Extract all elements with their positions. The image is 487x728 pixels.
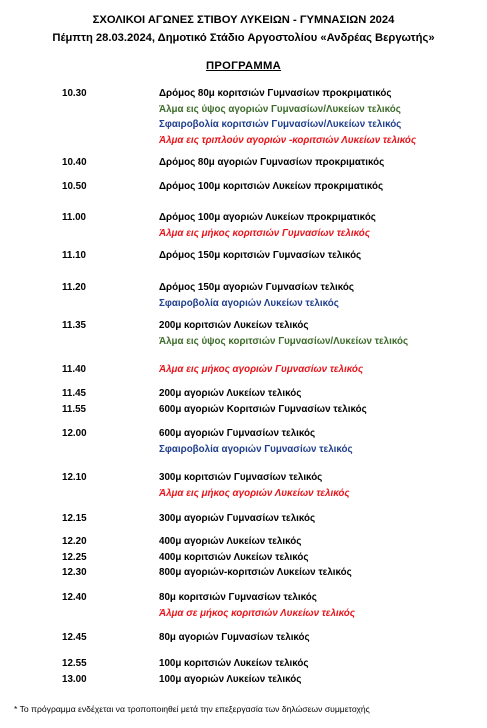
schedule-line <box>0 155 487 171</box>
schedule-line <box>0 318 487 334</box>
event-time: 10.30 <box>62 88 87 99</box>
event-name: Σφαιροβολία αγοριών Λυκείων τελικός <box>159 297 339 309</box>
schedule-line <box>0 565 487 581</box>
schedule-line <box>0 248 487 264</box>
event-name: 200μ κοριτσιών Λυκείων τελικός <box>159 320 309 331</box>
schedule-block <box>0 534 487 581</box>
event-time: 10.40 <box>62 157 87 168</box>
schedule-block <box>0 386 487 417</box>
event-name: 300μ αγοριών Γυμνασίων τελικός <box>159 513 316 524</box>
schedule-line <box>0 442 487 458</box>
schedule-line <box>0 550 487 566</box>
schedule-line <box>0 656 487 672</box>
event-name: Δρόμος 100μ κοριτσιών Λυκείων προκριματικός <box>159 181 384 192</box>
schedule-block <box>0 630 487 646</box>
schedule-line <box>0 226 487 242</box>
schedule-block <box>0 86 487 148</box>
document-title: ΣΧΟΛΙΚΟΙ ΑΓΩΝΕΣ ΣΤΙΒΟΥ ΛΥΚΕΙΩΝ - ΓΥΜΝΑΣΙΩΝ 2024 <box>92 14 395 26</box>
schedule-block <box>0 280 487 311</box>
schedule-line <box>0 606 487 622</box>
schedule-line <box>0 362 487 378</box>
schedule-line <box>0 179 487 195</box>
event-time: 12.55 <box>62 658 87 669</box>
event-name: Σφαιροβολία κοριτσιών Γυμνασίων/Λυκείων τελικός <box>159 119 402 130</box>
event-name: Άλμα σε μήκος κοριτσιών Λυκείων τελικός <box>159 607 355 619</box>
event-time: 13.00 <box>62 673 87 685</box>
event-time: 10.50 <box>62 181 87 192</box>
event-time: 11.35 <box>62 320 86 331</box>
schedule-line <box>0 426 487 442</box>
schedule-block <box>0 656 487 687</box>
event-name: Άλμα εις ύψος αγοριών Γυμνασίων/Λυκείων τελικός <box>159 103 401 115</box>
event-time: 12.45 <box>62 632 87 643</box>
schedule-block <box>0 248 487 264</box>
event-time: 12.30 <box>62 567 87 578</box>
schedule-line <box>0 630 487 646</box>
schedule-line <box>0 86 487 102</box>
event-time: 11.55 <box>62 403 86 415</box>
schedule-line <box>0 486 487 502</box>
schedule-line <box>0 590 487 606</box>
event-name: Δρόμος 100μ αγοριών Λυκείων προκριματικός <box>159 212 376 223</box>
schedule-line <box>0 402 487 418</box>
event-time: 12.25 <box>62 551 87 563</box>
event-name: 800μ αγοριών-κοριτσιών Λυκείων τελικός <box>159 567 352 578</box>
event-name: Άλμα εις τριπλούν αγοριών -κοριτσιών Λυκείων τελικός <box>159 134 417 146</box>
event-name: Άλμα εις μήκος αγοριών Λυκείων τελικός <box>159 487 350 499</box>
schedule-block <box>0 362 487 378</box>
event-name: Άλμα εις μήκος αγοριών Γυμνασίων τελικός <box>159 364 364 375</box>
event-time: 12.15 <box>62 513 87 524</box>
document-subtitle: Πέμπτη 28.03.2024, Δημοτικό Στάδιο Αργοστολίου «Ανδρέας Βεργωτής» <box>52 32 435 44</box>
schedule-block <box>0 426 487 457</box>
schedule-line <box>0 534 487 550</box>
event-name: Άλμα εις μήκος κοριτσιών Γυμνασίων τελικός <box>159 227 370 239</box>
schedule-block <box>0 179 487 195</box>
event-time: 12.00 <box>62 428 87 439</box>
schedule-block <box>0 210 487 241</box>
event-time: 12.10 <box>62 472 87 483</box>
event-time: 12.20 <box>62 536 87 547</box>
event-time: 11.40 <box>62 364 86 375</box>
event-name: Σφαιροβολία αγοριών Γυμνασίων τελικός <box>159 443 353 455</box>
event-name: 80μ κοριτσιών Γυμνασίων τελικός <box>159 592 317 603</box>
event-name: 80μ αγοριών Γυμνασίων τελικός <box>159 632 310 643</box>
event-name: Δρόμος 150μ κοριτσιών Γυμνασίων τελικός <box>159 250 362 261</box>
event-name: 100μ κοριτσιών Λυκείων τελικός <box>159 658 309 669</box>
event-time: 12.40 <box>62 592 87 603</box>
event-name: 600μ αγοριών Κοριτσιών Γυμνασίων τελικός <box>159 403 367 415</box>
event-name: Δρόμος 150μ αγοριών Γυμνασίων τελικός <box>159 282 354 293</box>
footnote: * Το πρόγραμμα ενδέχεται να τροποποιηθεί μετά την επεξεργασία των δηλώσεων συμμετοχής <box>14 704 370 714</box>
program-heading: ΠΡΟΓΡΑΜΜΑ <box>205 60 282 72</box>
schedule-block <box>0 470 487 501</box>
schedule-block <box>0 511 487 527</box>
schedule-line <box>0 470 487 486</box>
schedule-line <box>0 296 487 312</box>
schedule-line <box>0 334 487 350</box>
event-time: 11.00 <box>62 212 86 223</box>
schedule-line <box>0 280 487 296</box>
schedule-line <box>0 210 487 226</box>
event-name: 100μ αγοριών Λυκείων τελικός <box>159 673 302 685</box>
schedule-line <box>0 672 487 688</box>
schedule-block <box>0 155 487 171</box>
event-name: 600μ αγοριών Γυμνασίων τελικός <box>159 428 316 439</box>
schedule-line <box>0 386 487 402</box>
event-name: Δρόμος 80μ κοριτσιών Γυμνασίων προκριματικός <box>159 88 392 99</box>
schedule-line <box>0 511 487 527</box>
event-name: Άλμα εις ύψος κοριτσιών Γυμνασίων/Λυκείων τελικός <box>159 335 409 347</box>
schedule-block <box>0 590 487 621</box>
event-time: 11.10 <box>62 250 86 261</box>
schedule-block <box>0 318 487 349</box>
event-name: 200μ αγοριών Λυκείων τελικός <box>159 388 302 399</box>
event-time: 11.20 <box>62 282 86 293</box>
event-name: 400μ αγοριών Λυκείων τελικός <box>159 536 302 547</box>
event-name: Δρόμος 80μ αγοριών Γυμνασίων προκριματικός <box>159 157 385 168</box>
schedule-line <box>0 102 487 118</box>
event-name: 300μ κοριτσιών Γυμνασίων τελικός <box>159 472 323 483</box>
schedule-line <box>0 133 487 149</box>
event-time: 11.45 <box>62 388 86 399</box>
event-name: 400μ κοριτσιών Λυκείων τελικός <box>159 551 309 563</box>
schedule-line <box>0 117 487 133</box>
